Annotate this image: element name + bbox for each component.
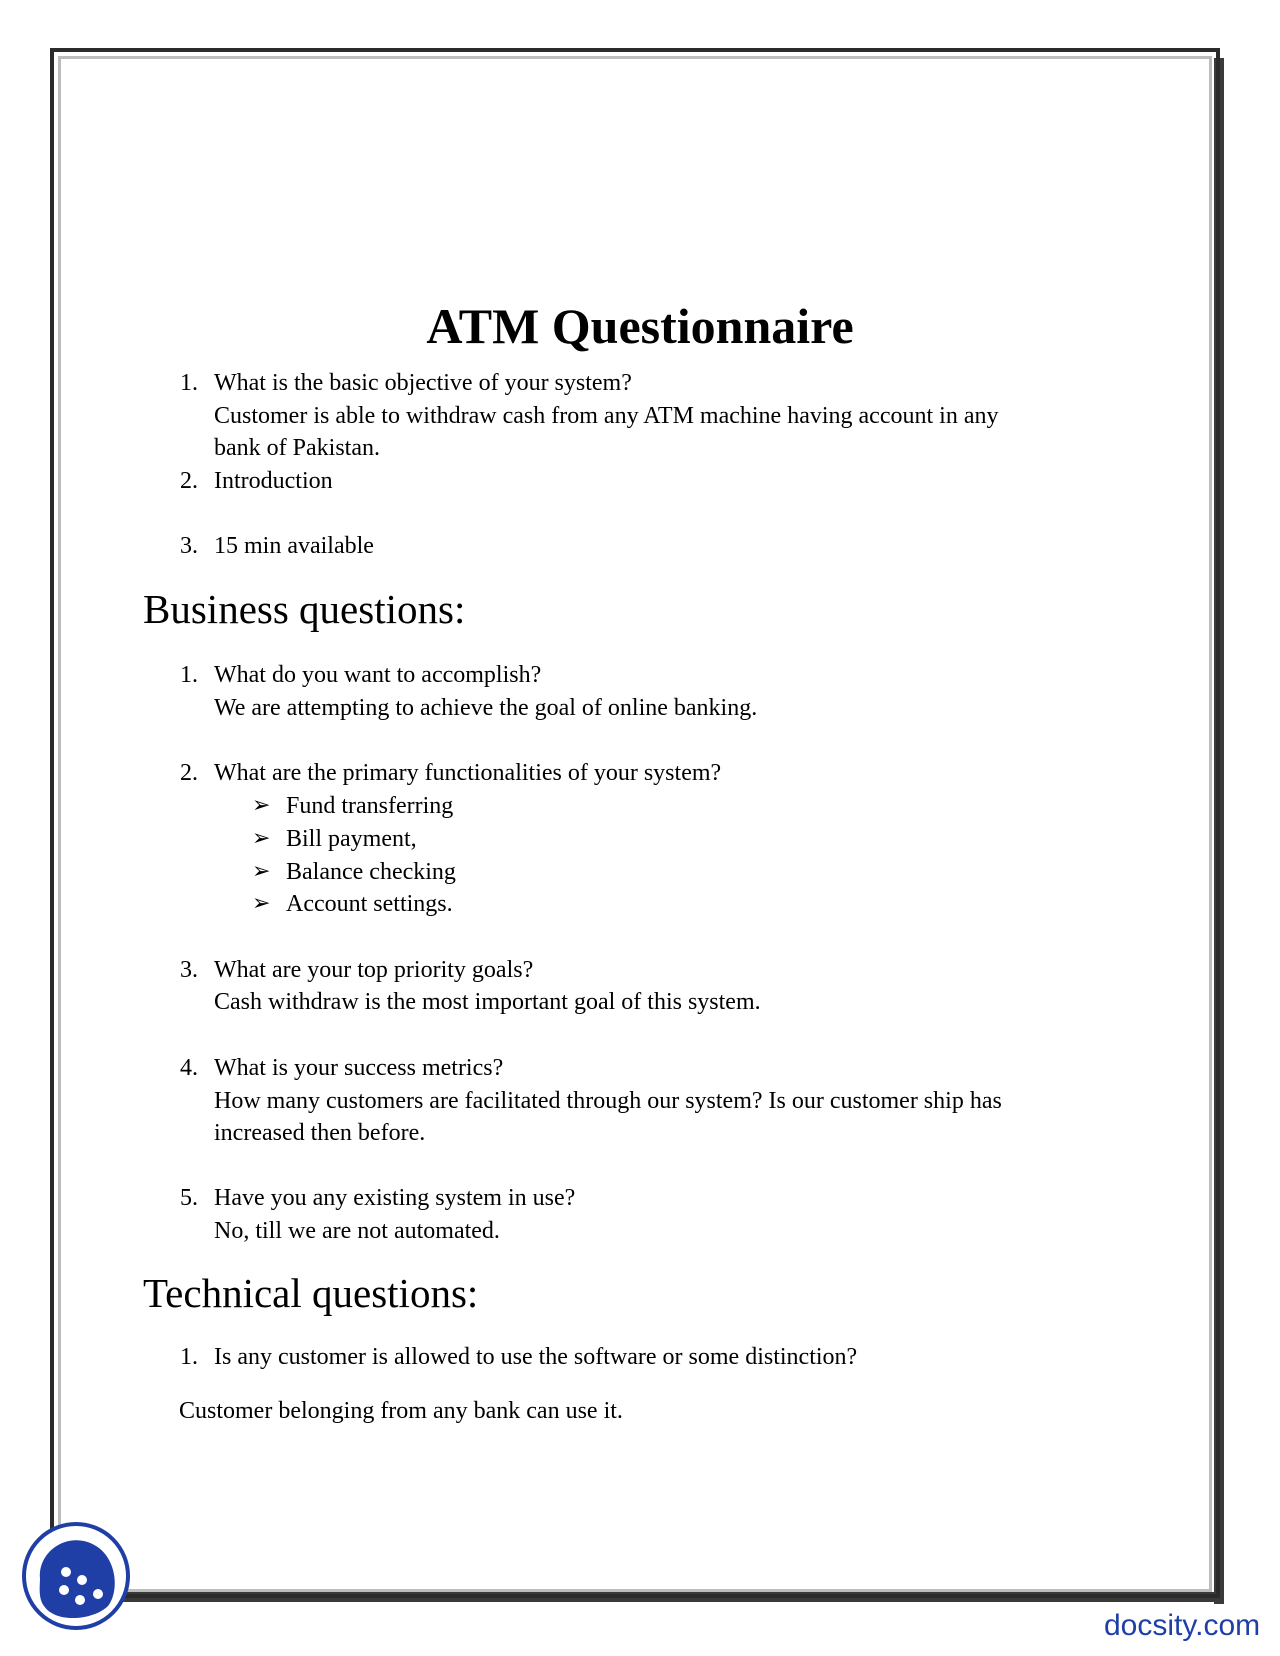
bullet-item: Account settings.	[286, 891, 453, 917]
question-text: What are the primary functionalities of your system?	[214, 760, 722, 786]
list-number: 1.	[180, 1344, 198, 1370]
bullet-item: Fund transferring	[286, 793, 454, 819]
question-text: What are your top priority goals?	[214, 957, 534, 983]
bullet-item: Balance checking	[286, 859, 456, 885]
list-item-text: Introduction	[214, 468, 333, 494]
question-text: What do you want to accomplish?	[214, 662, 542, 688]
answer-text: Customer is able to withdraw cash from any ATM machine having account in any	[214, 403, 999, 429]
list-number: 4.	[180, 1055, 198, 1081]
list-item-text: 15 min available	[214, 533, 374, 559]
answer-text: No, till we are not automated.	[214, 1218, 500, 1244]
question-text: What is your success metrics?	[214, 1055, 504, 1081]
list-number: 3.	[180, 533, 198, 559]
answer-text: How many customers are facilitated through our system? Is our customer ship has	[214, 1088, 1002, 1114]
list-number: 5.	[180, 1185, 198, 1211]
question-text: What is the basic objective of your system?	[214, 370, 632, 396]
document-title: ATM Questionnaire	[426, 298, 854, 354]
answer-text: Cash withdraw is the most important goal of this system.	[214, 989, 761, 1015]
question-text: Is any customer is allowed to use the software or some distinction?	[214, 1344, 858, 1370]
list-number: 1.	[180, 662, 198, 688]
docsity-brand-link[interactable]: docsity.com	[1104, 1609, 1261, 1642]
docsity-logo-icon[interactable]	[20, 1520, 132, 1632]
arrow-bullet-icon: ➢	[252, 793, 271, 818]
list-number: 3.	[180, 957, 198, 983]
arrow-bullet-icon: ➢	[252, 826, 271, 851]
bullet-item: Bill payment,	[286, 826, 417, 852]
arrow-bullet-icon: ➢	[252, 891, 271, 916]
closing-text: Customer belonging from any bank can use it.	[179, 1398, 623, 1424]
section-heading-technical: Technical questions:	[143, 1270, 479, 1316]
answer-text: increased then before.	[214, 1120, 426, 1146]
list-number: 2.	[180, 760, 198, 786]
list-number: 1.	[180, 370, 198, 396]
section-heading-business: Business questions:	[143, 586, 466, 632]
answer-text: We are attempting to achieve the goal of online banking.	[214, 695, 758, 721]
answer-text: bank of Pakistan.	[214, 435, 380, 461]
list-number: 2.	[180, 468, 198, 494]
arrow-bullet-icon: ➢	[252, 859, 271, 884]
question-text: Have you any existing system in use?	[214, 1185, 576, 1211]
